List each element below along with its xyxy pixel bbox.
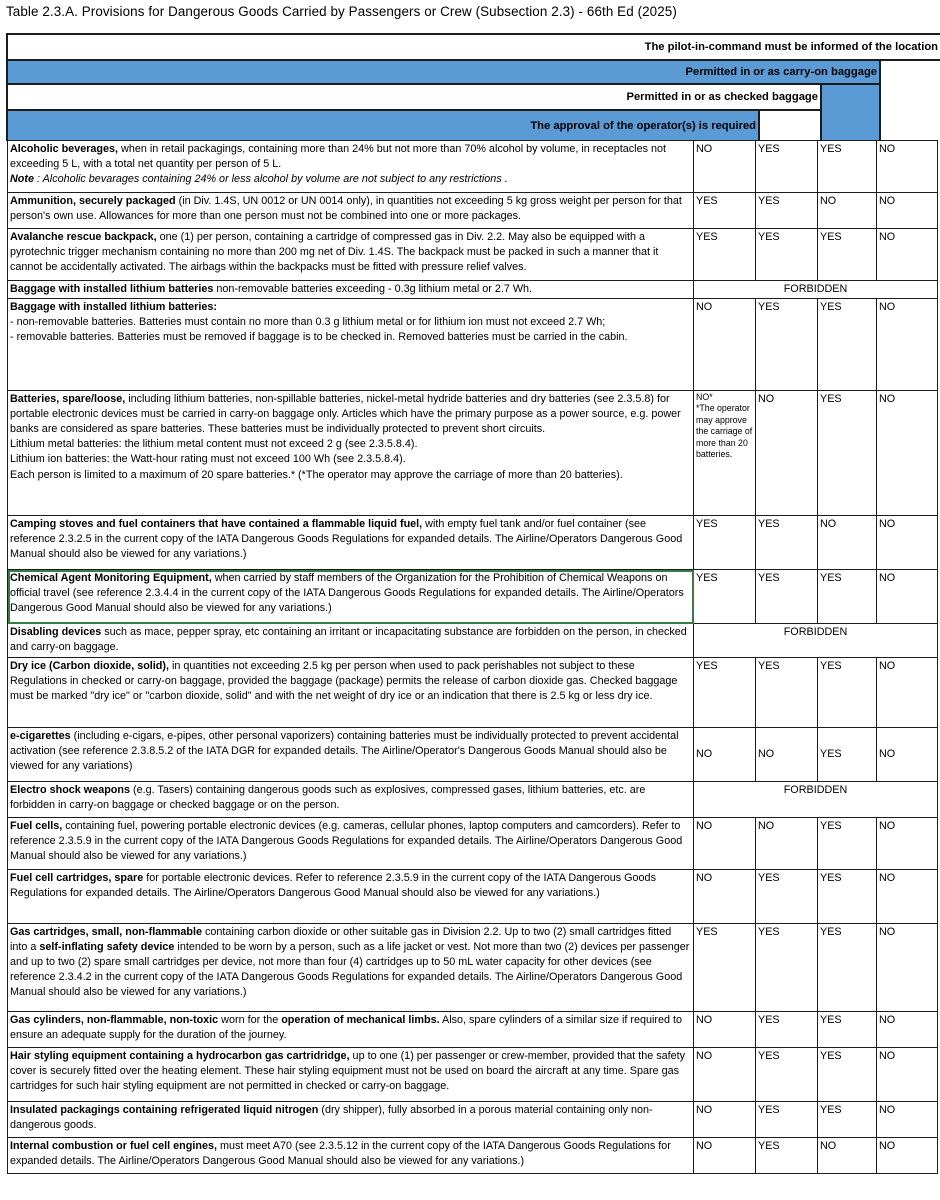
table-row [8,391,938,516]
table-row [8,570,938,624]
checked-cell: NO [756,818,818,870]
description-cell: Baggage with installed lithium batteries non-removable batteries exceeding - 0.3g lithium metal or 2.7 Wh. [8,281,694,299]
checked-cell: NO [756,728,818,782]
carry-on-cell: YES [818,229,877,281]
checked-cell: YES [756,1048,818,1102]
table-row [8,1012,938,1048]
header-pilot-label: The pilot-in-command must be informed of the location [644,41,938,53]
pilot-cell: NO [877,141,938,193]
pilot-cell: NO [877,870,938,924]
pilot-cell: NO [877,299,938,391]
header-pilot-in-command [6,33,940,59]
forbidden-cell: FORBIDDEN [694,624,938,658]
header-checked-label: Permitted in or as checked baggage [626,91,818,103]
checked-cell: NO [756,391,818,516]
table-row [8,229,938,281]
table-row [8,516,938,570]
carry-on-cell: YES [818,141,877,193]
checked-cell: YES [756,299,818,391]
approval-cell: YES [694,658,756,728]
carry-on-cell: YES [818,924,877,1012]
approval-cell: NO [694,818,756,870]
pilot-cell: NO [877,924,938,1012]
approval-cell: YES [694,193,756,229]
carry-on-cell: YES [818,299,877,391]
checked-cell: YES [756,570,818,624]
table-title: Table 2.3.A. Provisions for Dangerous Goods Carried by Passengers or Crew (Subsection 2.3) - 66th Ed (2025) [6,4,677,19]
carry-on-cell: YES [818,1102,877,1138]
description-cell: Dry ice (Carbon dioxide, solid), in quantities not exceeding 2.5 kg per person when used to pack perishables not subject to these Regulations in checked or carry-on baggage, provided the baggage (package) permits the release of carbon dioxide gas. Checked baggage must be marked "dry ice" or "carbon dioxide, solid" and with the net weight of dry ice or an indication that there is 2.5 kg or less dry ice. [8,658,694,728]
table-row [8,193,938,229]
header-spacer-checked [758,109,820,141]
checked-cell: YES [756,1102,818,1138]
description-cell: Gas cylinders, non-flammable, non-toxic worn for the operation of mechanical limbs. Also, spare cylinders of a similar size if required to ensure an adequate supply for the duration of the journey. [8,1012,694,1048]
table-row [8,658,938,728]
pilot-cell: NO [877,658,938,728]
approval-cell: NO [694,299,756,391]
approval-cell: NO* *The operator may approve the carriage of more than 20 batteries. [694,391,756,516]
header-approval-label: The approval of the operator(s) is required [530,120,756,132]
description-cell: Ammunition, securely packaged (in Div. 1.4S, UN 0012 or UN 0014 only), in quantities not exceeding 5 kg gross weight per person for that person's own use. Allowances for more than one person must not be combined into one or more packages. [8,193,694,229]
description-cell: Fuel cell cartridges, spare for portable electronic devices. Refer to reference 2.3.5.9 in the current copy of the IATA Dangerous Goods Regulations for expanded details. The Airline/Operators Dangerous Good Manual should also be viewed for any variations.) [8,870,694,924]
approval-cell: NO [694,728,756,782]
pilot-cell: NO [877,516,938,570]
pilot-cell: NO [877,728,938,782]
description-cell: Gas cartridges, small, non-flammable containing carbon dioxide or other suitable gas in Division 2.2. Up to two (2) small cartridges fitted into a self-inflating safety device intended to be worn by a person, such as a life jacket or vest. Not more than two (2) devices per passenger and up to two (2) spare small cartridges per device, not more than four (4) cartridges up to 50 mL water capacity for other devices (see reference 2.3.4.2 in the current copy of the IATA Dangerous Goods Regulations for expanded details. The Airline/Operators Dangerous Good Manual should also be viewed for any variations.) [8,924,694,1012]
carry-on-cell: YES [818,391,877,516]
checked-cell: YES [756,924,818,1012]
header-approval [6,109,758,141]
carry-on-cell: YES [818,870,877,924]
table-row [8,141,938,193]
pilot-cell: NO [877,818,938,870]
forbidden-cell: FORBIDDEN [694,782,938,818]
carry-on-cell: NO [818,193,877,229]
description-cell: e-cigarettes (including e-cigars, e-pipes, other personal vaporizers) containing batteries must be individually protected to prevent accidental activation (see reference 2.3.8.5.2 of the IATA DGR for expanded details. The Airline/Operator's Dangerous Goods Manual should also be viewed for any variations) [8,728,694,782]
pilot-cell: NO [877,391,938,516]
description-cell: Electro shock weapons (e.g. Tasers) containing dangerous goods such as explosives, compressed gases, lithium batteries, etc. are forbidden in carry-on baggage or checked baggage or on the person. [8,782,694,818]
table-row [8,1102,938,1138]
description-cell: Hair styling equipment containing a hydrocarbon gas cartridridge, up to one (1) per passenger or crew-member, provided that the safety cover is securely fitted over the heating element. These hair styling equipment must not be used on board the aircraft at any time. Spare gas cartridges for such hair styling equipment are not permitted in checked or carry-on baggage. [8,1048,694,1102]
checked-cell: YES [756,516,818,570]
provisions-table [7,140,938,1174]
carry-on-cell: YES [818,658,877,728]
carry-on-cell: YES [818,818,877,870]
description-cell: Fuel cells, containing fuel, powering portable electronic devices (e.g. cameras, cellular phones, laptop computers and camcorders). Refer to reference 2.3.5.9 in the current copy of the IATA Dangerous Goods Regulations for expanded details. The Airline/Operators Dangerous Good Manual should also be viewed for any variations.) [8,818,694,870]
description-cell: Internal combustion or fuel cell engines, must meet A70 (see 2.3.5.12 in the current copy of the IATA Dangerous Goods Regulations for expanded details. The Airline/Operators Dangerous Good Manual should also be viewed for any variations.) [8,1138,694,1174]
checked-cell: YES [756,658,818,728]
pilot-cell: NO [877,1138,938,1174]
approval-cell: NO [694,870,756,924]
description-cell: Alcoholic beverages, when in retail packagings, containing more than 24% but not more than 70% alcohol by volume, in receptacles not exceeding 5 L, with a total net quantity per person of 5 L. Note : Alcoholic bevarages containing 24% or less alcohol by volume are not subject to any restrictions . [8,141,694,193]
table-row [8,281,938,299]
carry-on-cell: YES [818,1048,877,1102]
approval-cell: YES [694,516,756,570]
approval-cell: NO [694,1048,756,1102]
checked-cell: YES [756,1012,818,1048]
table-row [8,299,938,391]
approval-cell: YES [694,229,756,281]
table-row [8,728,938,782]
description-cell: Baggage with installed lithium batteries: - non-removable batteries. Batteries must contain no more than 0.3 g lithium metal or for lithium ion must not exceed 2.7 Wh; - removable batteries. Batteries must be removed if baggage is to be checked in. Removed batteries must be carried in the cabin. [8,299,694,391]
pilot-cell: NO [877,193,938,229]
header-carry-on [6,59,879,83]
table-row [8,782,938,818]
description-cell: Insulated packagings containing refrigerated liquid nitrogen (dry shipper), fully absorbed in a porous material containing only non-dangerous goods. [8,1102,694,1138]
header-carry-on-label: Permitted in or as carry-on baggage [685,66,877,78]
header-spacer-carry-on [820,83,879,141]
checked-cell: YES [756,229,818,281]
carry-on-cell: NO [818,1138,877,1174]
pilot-cell: NO [877,1048,938,1102]
description-cell: Avalanche rescue backpack, one (1) per person, containing a cartridge of compressed gas in Div. 2.2. May also be equipped with a pyrotechnic trigger mechanism containing no more than 200 mg net of Div. 1.4S. The backpack must be packed in such a manner that it cannot be accidentally activated. The airbags within the backpacks must be fitted with pressure relief valves. [8,229,694,281]
header-checked [6,83,820,109]
approval-cell: NO [694,141,756,193]
pilot-cell: NO [877,570,938,624]
approval-cell: YES [694,570,756,624]
checked-cell: YES [756,193,818,229]
carry-on-cell: YES [818,570,877,624]
pilot-cell: NO [877,229,938,281]
description-cell: Batteries, spare/loose, including lithium batteries, non-spillable batteries, nickel-metal hydride batteries and dry batteries (see 2.3.5.8) for portable electronic devices must be carried in carry-on baggage only. Articles which have the primary purpose as a power source, e.g. power banks are considered as spare batteries. These batteries must be individually protected to prevent short circuits. Lithium metal batteries: the lithium metal content must not exceed 2 g (see 2.3.5.8.4). Lithium ion batteries: the Watt-hour rating must not exceed 100 Wh (see 2.3.5.8.4). Each person is limited to a maximum of 20 spare batteries.* (*The operator may approve the carriage of more than 20 batteries). [8,391,694,516]
header-spacer-pilot [879,59,940,141]
pilot-cell: NO [877,1012,938,1048]
carry-on-cell: YES [818,728,877,782]
description-cell-selected[interactable]: Chemical Agent Monitoring Equipment, when carried by staff members of the Organization for the Prohibition of Chemical Weapons on official travel (see reference 2.3.4.4 in the current copy of the IATA Dangerous Goods Regulations for expanded details. The Airline/Operators Dangerous Good Manual should also be viewed for any variations.) [8,570,694,624]
approval-cell: NO [694,1012,756,1048]
table-row [8,870,938,924]
checked-cell: YES [756,870,818,924]
description-cell: Disabling devices such as mace, pepper spray, etc containing an irritant or incapacitating substance are forbidden on the person, in checked and carry-on baggage. [8,624,694,658]
checked-cell: YES [756,141,818,193]
approval-cell: NO [694,1102,756,1138]
checked-cell: YES [756,1138,818,1174]
carry-on-cell: NO [818,516,877,570]
pilot-cell: NO [877,1102,938,1138]
carry-on-cell: YES [818,1012,877,1048]
approval-cell: NO [694,1138,756,1174]
table-row [8,1048,938,1102]
table-row [8,818,938,870]
description-cell: Camping stoves and fuel containers that have contained a flammable liquid fuel, with empty fuel tank and/or fuel container (see reference 2.3.2.5 in the current copy of the IATA Dangerous Goods Regulations for expanded details. The Airline/Operators Dangerous Good Manual should also be viewed for any variations.) [8,516,694,570]
forbidden-cell: FORBIDDEN [694,281,938,299]
approval-cell: YES [694,924,756,1012]
table-row [8,1138,938,1174]
table-row [8,924,938,1012]
table-row [8,624,938,658]
